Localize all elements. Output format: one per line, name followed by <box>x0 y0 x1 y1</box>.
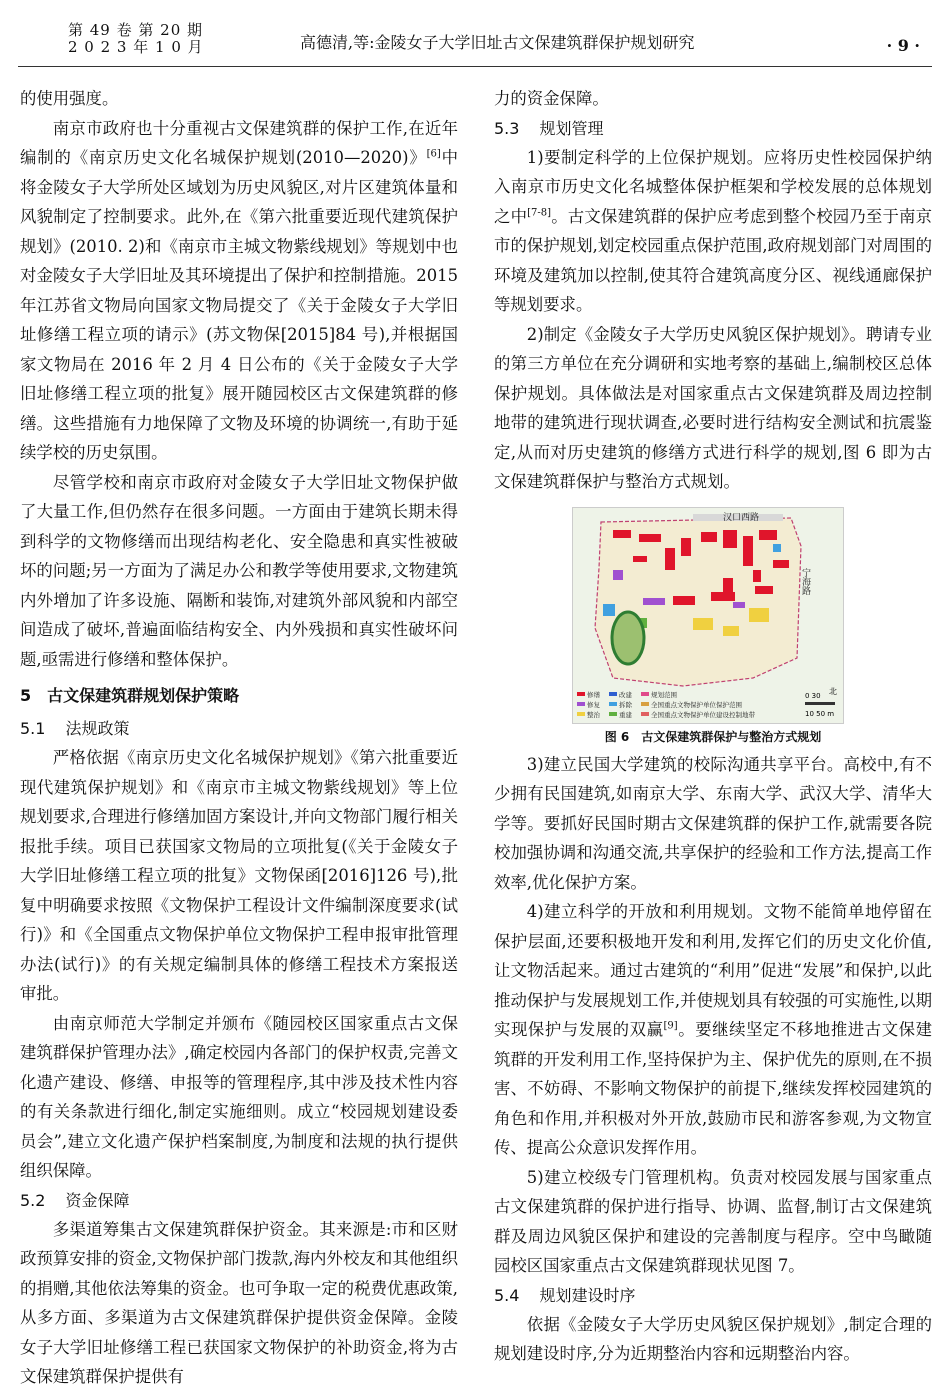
header-rule <box>18 66 932 67</box>
text-run: 1)要制定科学的上位保护规划。应将历史性校园保护纳入南京市历史文化名城整体保护框架和学校发展的总体规划之中 <box>494 147 932 226</box>
north-arrow-label: 北 <box>829 686 837 696</box>
paragraph: 由南京师范大学制定并颁布《随园校区国家重点古文保建筑群保护管理办法》,确定校园内各部门的保护权责,完善文化遗产建设、修缮、申报等的管理程序,其中涉及技术性内容的有关条款进行细化,制定实施细则。成立“校园规划建设委员会”,建立文化遗产保护档案制度,为制度和法规的执行提供组织保障。 <box>20 1013 458 1180</box>
paragraph: 力的资金保障。 <box>494 89 609 108</box>
road-label-ninghai: 宁海路 <box>800 567 810 595</box>
paragraph <box>494 897 932 1163</box>
section-heading-5: 5 古文保建筑群规划保护策略 <box>20 686 240 705</box>
issue-volume: 第 49 卷 第 20 期 <box>68 21 204 39</box>
citation[interactable]: [7-8] <box>527 207 552 219</box>
sports-field <box>612 612 644 664</box>
scale-bar <box>805 702 835 705</box>
paragraph: 严格依据《南京历史文化名城保护规划》《第六批重要近现代建筑保护规划》和《南京市主城文物紫线规划》等上位规划要求,合理进行修缮加固方案设计,并向文物部门履行相关报批手续。项目已获国家文物局的立项批复(《关于金陵女子大学旧址修缮工程立项的批复》文物保函[2016]126 号),批复中明确要求按照《文物保护工程设计文件编制深度要求(试行)》和《全国重点文物保护单位文物保护工程申报审批管理办法(试行)》的有关规定编制具体的修缮工程技术方案报送审批。 <box>20 748 458 1003</box>
legend-label: 全国重点文物保护单位保护范围 <box>651 700 742 709</box>
issue-info <box>68 22 204 56</box>
right-column <box>494 84 932 1369</box>
subsection-title: 资金保障 <box>65 1190 130 1210</box>
subsection-number: 5.3 <box>494 118 520 138</box>
legend-label: 规划范围 <box>651 690 677 699</box>
road-label-hankou: 汉口西路 <box>723 512 760 523</box>
legend-label: 拆除 <box>619 700 632 709</box>
subsection-title: 法规政策 <box>65 719 130 738</box>
subsection-title: 规划建设时序 <box>539 1285 636 1305</box>
paragraph: 3)建立民国大学建筑的校际沟通共享平台。高校中,有不少拥有民国建筑,如南京大学、东南大学、武汉大学、清华大学等。要抓好民国时期古文保建筑群的保护工作,就需要各院校加强协调和沟通交流,共享保护的经验和工作方法,提高工作效率,优化保护方案。 <box>494 754 932 892</box>
campus-plan-map <box>573 508 843 723</box>
issue-date: 2 0 2 3 年 1 0 月 <box>68 38 204 56</box>
legend-label: 重建 <box>619 710 632 719</box>
text-run: 南京市政府也十分重视古文保建筑群的保护工作,在近年编制的《南京历史文化名城保护规划(2010—2020)》 <box>20 118 458 167</box>
figure-6-map <box>572 507 844 724</box>
legend-label: 修复 <box>587 700 600 709</box>
running-title: 高德清,等:金陵女子大学旧址古文保建筑群保护规划研究 <box>300 33 695 52</box>
figure-caption: 图 6 古文保建筑群保护与整治方式规划 <box>604 729 822 744</box>
subsection-title: 规划管理 <box>539 118 604 138</box>
citation[interactable]: [9] <box>663 1020 678 1032</box>
legend-label: 整治 <box>587 710 600 719</box>
subsection-number: 5.2 <box>20 1190 46 1210</box>
paragraph <box>20 114 458 468</box>
scale-label: 10 50 m <box>805 709 835 718</box>
text-run: 。要继续坚定不移地推进古文保建筑群的开发利用工作,坚持保护为主、保护优先的原则,在不损害、不妨碍、不影响文物保护的前提下,继续发挥校园建筑的角色和作用,并积极对外开放,鼓励市民和游客参观,为文物宣传、提高公众意识发挥作用。 <box>494 1020 932 1157</box>
paragraph: 的使用强度。 <box>20 89 119 108</box>
paragraph: 2)制定《金陵女子大学历史风貌区保护规划》。聘请专业的第三方单位在充分调研和实地考察的基础上,编制校区总体保护规划。具体做法是对国家重点古文保建筑群及周边控制地带的建筑进行现状调查,必要时进行结构安全测试和抗震鉴定,从而对历史建筑的修缮方式进行科学的规划,图 6 即为古文保建筑群保护与整治方式规划。 <box>494 324 932 491</box>
subsection-heading-5-1 <box>20 714 458 743</box>
paragraph: 多渠道筹集古文保建筑群保护资金。其来源是:市和区财政预算安排的资金,文物保护部门拨款,海内外校友和其他组织的捐赠,其他依法筹集的资金。也可争取一定的税费优惠政策,从多方面、多渠道为古文保建筑群保护提供资金保障。金陵女子大学旧址修缮工程已获国家文物保护的补助资金,将为古文保建筑群保护提供有 <box>20 1219 458 1386</box>
paragraph: 5)建立校级专门管理机构。负责对校园发展与国家重点古文保建筑群的保护进行指导、协调、监督,制订古文保建筑群及周边风貌区保护和建设的完善制度与程序。空中鸟瞰随园校区国家重点古文保建筑群现状见图 7。 <box>494 1167 932 1275</box>
page-header <box>0 0 950 70</box>
legend-label: 修缮 <box>587 690 600 699</box>
subsection-number: 5.4 <box>494 1285 520 1305</box>
text-run: 中将金陵女子大学所处区域划为历史风貌区,对片区建筑体量和风貌制定了控制要求。此外,在《第六批重要近现代建筑保护规划》(2010. 2)和《南京市主城文物紫线规划》等规划中也对金陵女子大学旧址及其环境提出了保护和控制措施。2015 年江苏省文物局向国家文物局提交了《关于金陵女子大学旧址修缮工程立项的请示》(苏文物保[2015]84 号),并根据国家文物局在 2016 年 2 月 4 日公布的《关于金陵女子大学旧址修缮工程立项的批复》展开随园校区古文保建筑群的修缮。这些措施有力地保障了文物及环境的协调统一,有助于延续学校的历史氛围。 <box>20 148 459 462</box>
scale-top: 0 30 <box>805 691 821 700</box>
paragraph: 依据《金陵女子大学历史风貌区保护规划》,制定合理的规划建设时序,分为近期整治内容和远期整治内容。 <box>494 1314 932 1363</box>
citation[interactable]: [6] <box>426 148 441 160</box>
text-run: 4)建立科学的开放和利用规划。文物不能简单地停留在保护层面,还要积极地开发和利用,发挥它们的历史文化价值,让文物活起来。通过古建筑的“利用”促进“发展”和保护,以此推动保护与发展规划工作,并使规划具有较强的可实施性,以期实现保护与发展的双赢 <box>494 902 932 1039</box>
text-run: 。古文保建筑群的保护应考虑到整个校园乃至于南京市的保护规划,划定校园重点保护范围,政府规划部门对周围的环境及建筑加以控制,使其符合建筑高度分区、视线通廊保护等规划要求。 <box>494 206 933 314</box>
left-column <box>20 84 458 1392</box>
legend-label: 改建 <box>619 690 632 699</box>
subsection-heading-5-4 <box>494 1281 932 1310</box>
subsection-number: 5.1 <box>20 719 46 738</box>
subsection-heading-5-2 <box>20 1186 458 1215</box>
page-number: · 9 · <box>886 36 920 55</box>
paragraph: 尽管学校和南京市政府对金陵女子大学旧址文物保护做了大量工作,但仍然存在很多问题。一方面由于建筑长期未得到科学的文物修缮而出现结构老化、安全隐患和真实性被破坏的问题;另一方面为了满足办公和教学等使用要求,文物建筑内外增加了许多设施、隔断和装饰,对建筑外部风貌和内部空间造成了破坏,普遍面临结构安全、内外残损和真实性破坏问题,亟需进行修缮和整体保护。 <box>20 472 458 669</box>
subsection-heading-5-3 <box>494 114 932 143</box>
paragraph <box>494 143 932 320</box>
legend-label: 全国重点文物保护单位建设控制地带 <box>651 710 755 719</box>
